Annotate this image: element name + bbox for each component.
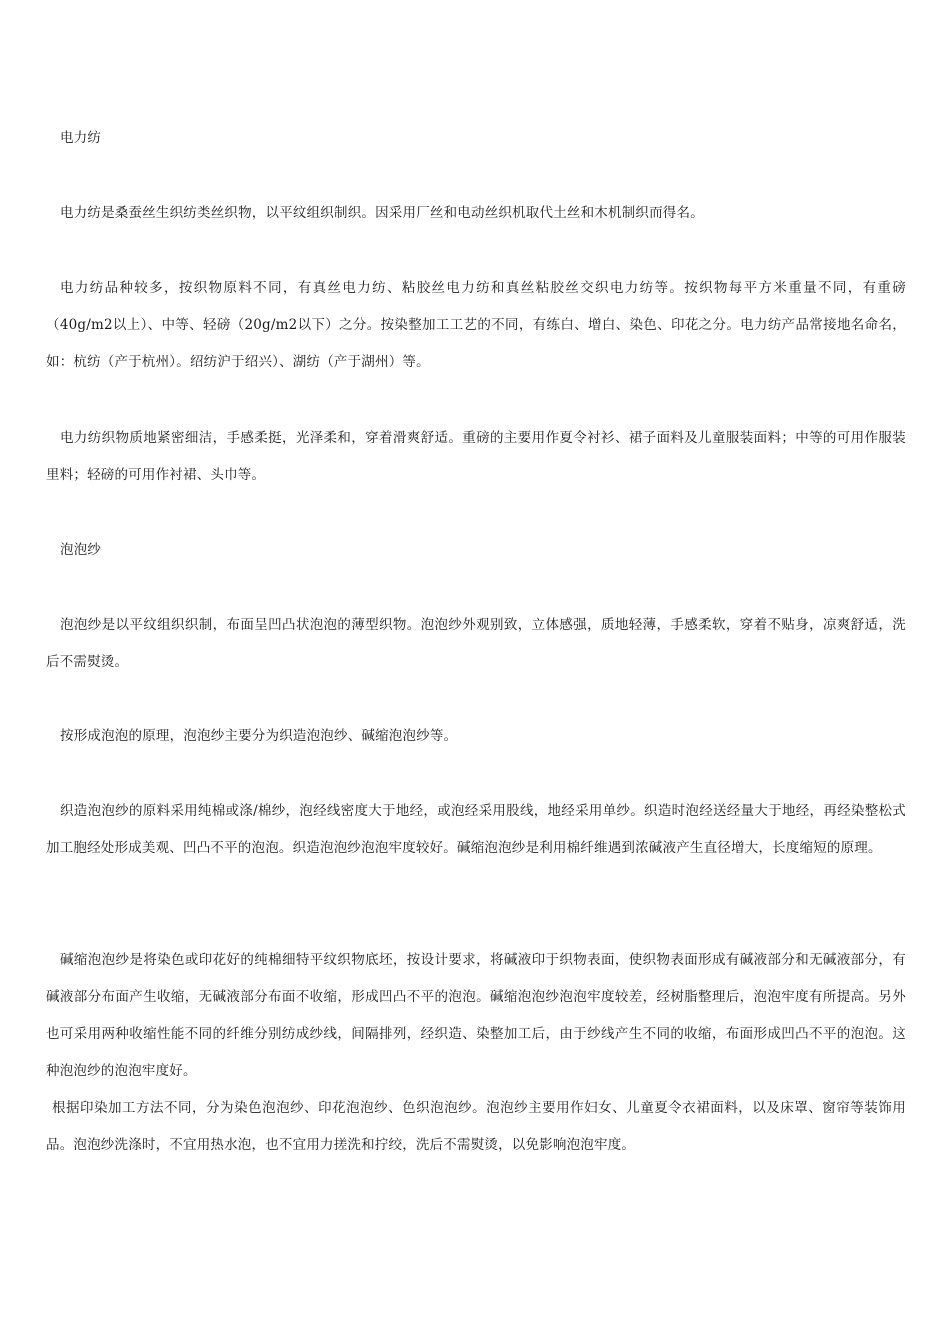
paragraph-woven-paopaosha: 织造泡泡纱的原料采用纯棉或涤/棉纱，泡经线密度大于地经，或泡经采用股线，地经采用单纱。织造时泡经送经量大于地经，再经染整松式加工胞经处形成美观、凹凸不平的泡泡。织造泡泡纱泡泡牢度较好。碱缩泡泡纱是利用棉纤维遇到浓碱液产生直径增大，长度缩短的原理。 — [46, 803, 906, 856]
paragraph-paopaosha-uses: 根据印染加工方法不同，分为染色泡泡纱、印花泡泡纱、色织泡泡纱。泡泡纱主要用作妇女、儿童夏令衣裙面料，以及床罩、窗帘等装饰用品。泡泡纱洗涤时，不宜用热水泡，也不宜用力搓洗和拧绞，洗后不需熨烫，以免影响泡泡牢度。 — [46, 1100, 906, 1153]
paragraph-dianlifang-varieties: 电力纺品种较多，按织物原料不同，有真丝电力纺、粘胶丝电力纺和真丝粘胶丝交织电力纺等。按织物每平方米重量不同，有重磅（40g/m2以上）、中等、轻磅（20g/m2以下）之分。按染整加工工艺的不同，有练白、增白、染色、印花之分。电力纺产品常接地名命名，如：杭纺（产于杭州）。绍纺沪于绍兴）、湖纺（产于湖州）等。 — [46, 280, 906, 370]
section-heading-dianlifang: 电力纺 — [60, 130, 102, 146]
paragraph-alkali-paopaosha: 碱缩泡泡纱是将染色或印花好的纯棉细特平纹织物底坯，按设计要求，将碱液印于织物表面，使织物表面形成有碱液部分和无碱液部分，有碱液部分布面产生收缩，无碱液部分布面不收缩，形成凹凸不平的泡泡。碱缩泡泡纱泡泡牢度较差，经树脂整理后，泡泡牢度有所提高。另外也可采用两种收缩性能不同的纤维分别纺成纱线，间隔排列，经织造、染整加工后，由于纱线产生不同的收缩，布面形成凹凸不平的泡泡。这种泡泡纱的泡泡牢度好。 — [46, 952, 906, 1079]
paragraph-dianlifang-definition: 电力纺是桑蚕丝生织纺类丝织物，以平纹组织制织。因采用厂丝和电动丝织机取代土丝和木机制织而得名。 — [60, 205, 704, 221]
paragraph-dianlifang-properties: 电力纺织物质地紧密细洁，手感柔挺，光泽柔和，穿着滑爽舒适。重磅的主要用作夏令衬衫、裙子面料及儿童服装面料；中等的可用作服装里料；轻磅的可用作衬裙、头巾等。 — [46, 430, 906, 483]
paragraph-paopaosha-types: 按形成泡泡的原理，泡泡纱主要分为织造泡泡纱、碱缩泡泡纱等。 — [60, 728, 458, 744]
paragraph-paopaosha-definition: 泡泡纱是以平纹组织织制，布面呈凹凸状泡泡的薄型织物。泡泡纱外观别致，立体感强，质地轻薄，手感柔软，穿着不贴身，凉爽舒适，洗后不需熨烫。 — [46, 617, 906, 670]
section-heading-paopaosha: 泡泡纱 — [60, 542, 102, 558]
